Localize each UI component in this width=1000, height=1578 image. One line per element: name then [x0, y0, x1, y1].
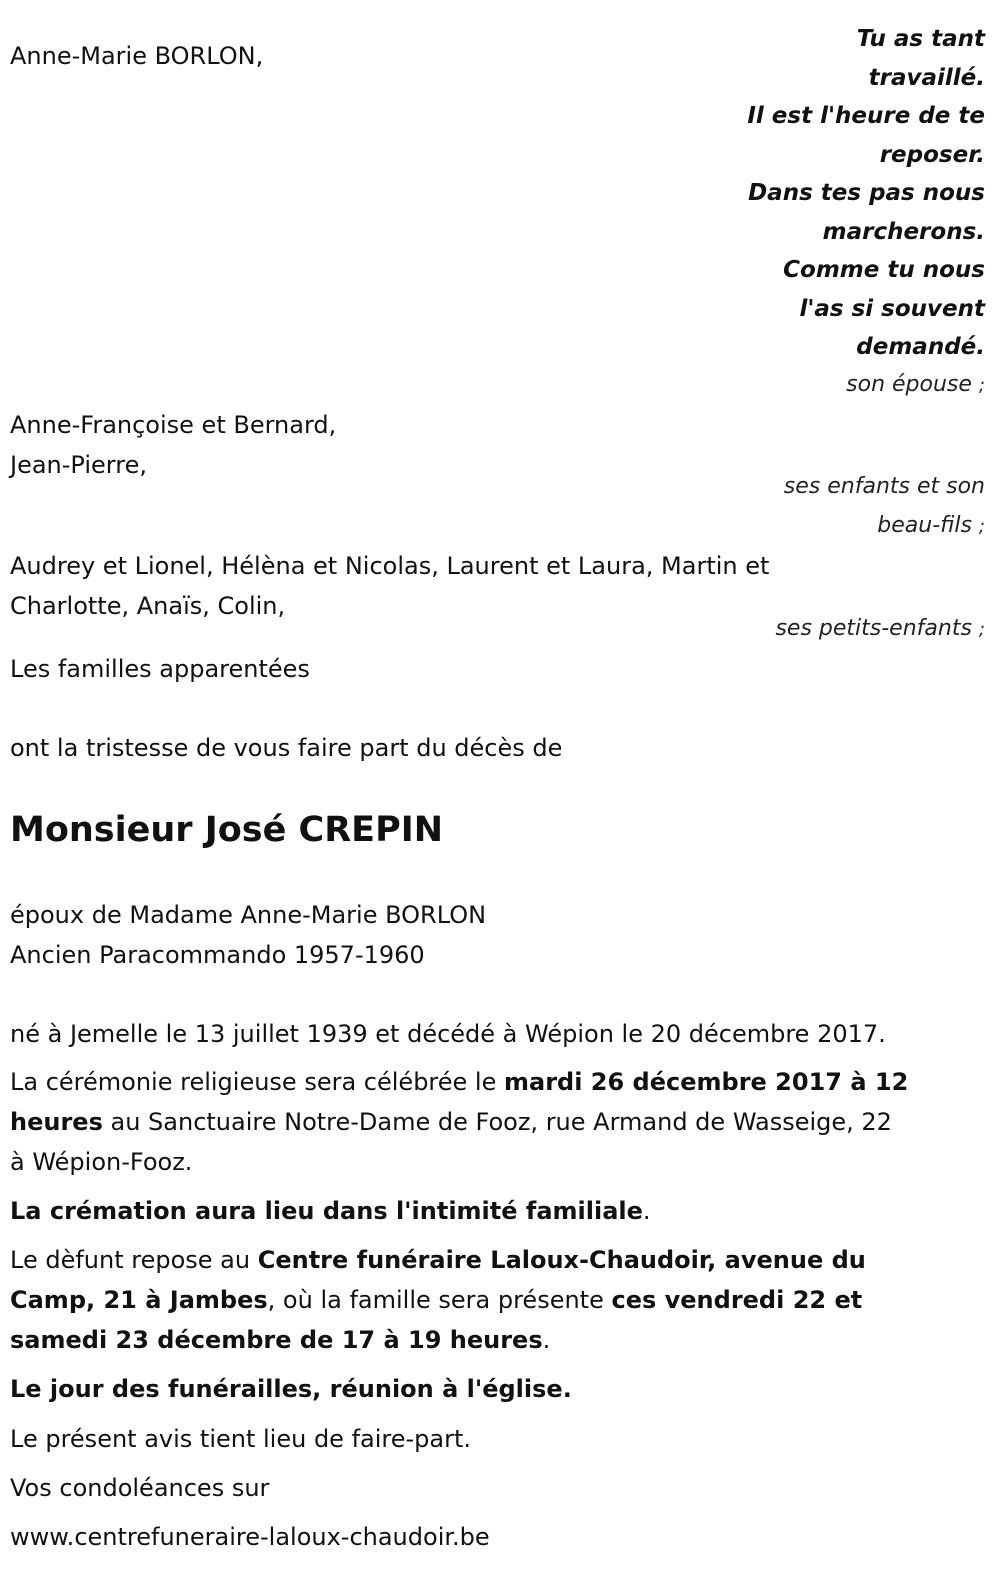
repose-text: Le dèfunt repose au: [10, 1246, 258, 1274]
repose-dates: ces vendredi 22 et: [611, 1286, 863, 1314]
ceremony-place: au Sanctuaire Notre-Dame de Fooz, rue Armand de Wasseige, 22: [102, 1108, 892, 1136]
spouse-relation-text: son épouse: [846, 372, 972, 397]
children-relation-line-2: [877, 507, 985, 547]
poem-line: Tu as tant: [856, 26, 985, 52]
children-relation-text: beau-fils: [877, 513, 972, 538]
birth-death: né à Jemelle le 13 juillet 1939 et décédé à Wépion le 20 décembre 2017.: [10, 1020, 886, 1048]
cremation-end: .: [642, 1197, 651, 1225]
spouse-of: époux de Madame Anne-Marie BORLON: [10, 901, 487, 929]
children-line-2: Jean-Pierre,: [10, 451, 147, 479]
relation-punct: ;: [978, 375, 985, 396]
children-line-1: Anne-Françoise et Bernard,: [10, 411, 337, 439]
repose-place: Centre funéraire Laloux-Chaudoir, avenue du: [257, 1246, 866, 1274]
poem-line: marcherons.: [822, 218, 985, 245]
poem-line: Comme tu nous: [783, 257, 985, 283]
cremation-text: La crémation aura lieu dans l'intimité familiale: [10, 1197, 643, 1225]
repose-dates: samedi 23 décembre de 17 à 19 heures: [10, 1326, 543, 1354]
children-relation-line-1: ses enfants et son: [783, 474, 985, 499]
meeting-note: Le jour des funérailles, réunion à l'église.: [10, 1375, 572, 1403]
poem-line: Il est l'heure de te: [747, 103, 985, 129]
deceased-name: Monsieur José CREPIN: [10, 810, 444, 850]
poem: [655, 20, 985, 367]
condolences-label: Vos condoléances sur: [10, 1474, 270, 1502]
grandchildren-line-2: Charlotte, Anaïs, Colin,: [10, 592, 286, 620]
spouse-relation: [846, 366, 985, 406]
ceremony-line-1: [10, 1062, 908, 1102]
repose-line-3: [10, 1320, 550, 1360]
poem-line: Dans tes pas nous: [748, 180, 985, 206]
relation-punct: ;: [978, 619, 985, 640]
repose-place: Camp, 21 à Jambes: [10, 1286, 268, 1314]
ceremony-date: heures: [10, 1108, 103, 1136]
ceremony-text: La cérémonie religieuse sera célébrée le: [10, 1068, 504, 1096]
ceremony-line-2: [10, 1102, 892, 1142]
cremation-line: [10, 1191, 651, 1231]
poem-line: demandé.: [856, 334, 985, 360]
spouse-name: Anne-Marie BORLON,: [10, 42, 264, 70]
related-families: Les familles apparentées: [10, 655, 310, 683]
repose-text: , où la famille sera présente: [267, 1286, 612, 1314]
poem-line: travaillé.: [868, 64, 985, 91]
repose-line-2: [10, 1280, 862, 1320]
repose-end: .: [542, 1326, 551, 1354]
condolences-website[interactable]: www.centrefuneraire-laloux-chaudoir.be: [10, 1523, 490, 1551]
announcement-intro: ont la tristesse de vous faire part du décès de: [10, 734, 563, 762]
notice: Le présent avis tient lieu de faire-part.: [10, 1425, 472, 1453]
poem-line: reposer.: [879, 141, 985, 168]
ceremony-line-3: à Wépion-Fooz.: [10, 1148, 193, 1176]
poem-line: l'as si souvent: [799, 295, 985, 322]
ceremony-date: mardi 26 décembre 2017 à 12: [504, 1068, 909, 1096]
grandchildren-relation-text: ses petits-enfants: [775, 616, 972, 641]
deceased-title: Ancien Paracommando 1957-1960: [10, 941, 425, 969]
repose-line-1: [10, 1240, 866, 1280]
grandchildren-relation: [775, 610, 985, 650]
relation-punct: ;: [978, 516, 985, 537]
grandchildren-line-1: Audrey et Lionel, Hélèna et Nicolas, Laurent et Laura, Martin et: [10, 552, 770, 580]
